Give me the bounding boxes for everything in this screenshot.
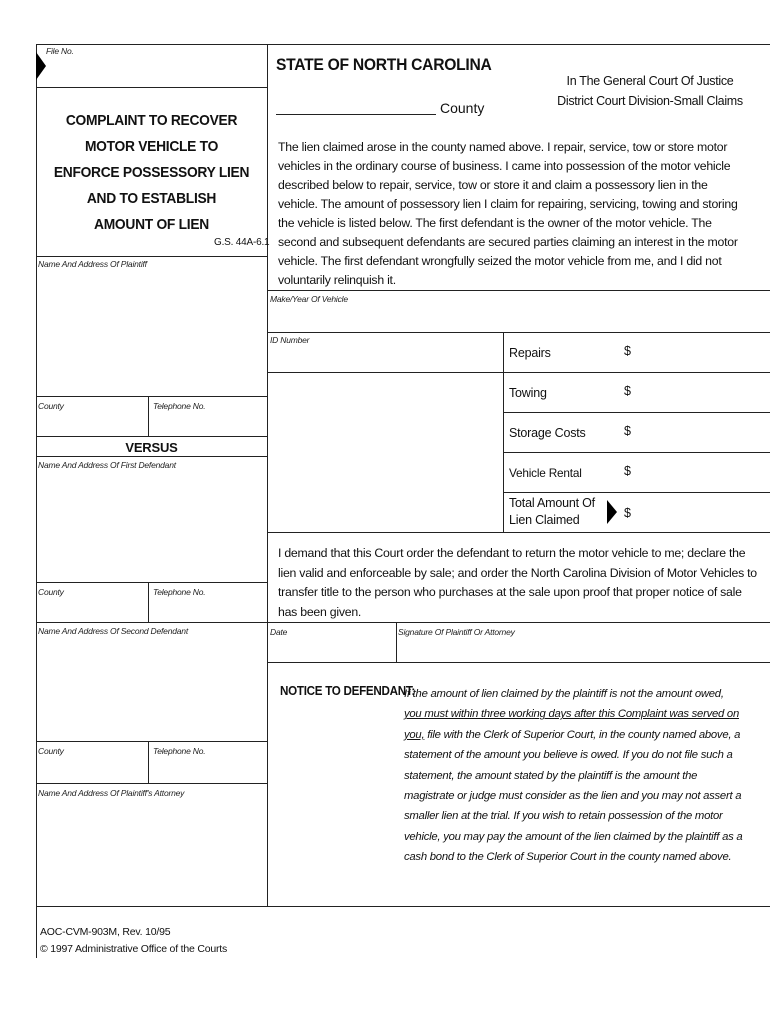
storage-label: Storage Costs <box>509 426 586 440</box>
state-title: STATE OF NORTH CAROLINA <box>276 55 492 74</box>
notice-text <box>404 684 744 868</box>
title-line-2: MOTOR VEHICLE TO <box>84 138 219 155</box>
title-line-5: AMOUNT OF LIEN <box>94 216 209 233</box>
notice-heading: NOTICE TO DEFENDANT: <box>280 684 416 698</box>
form-title <box>36 108 267 238</box>
total-dollar: $ <box>624 506 631 520</box>
file-no-field[interactable] <box>50 58 260 84</box>
second-defendant-telephone-label: Telephone No. <box>153 746 206 756</box>
notice-text-a: If the amount of lien claimed by the plaintiff is not the amount owed, <box>404 688 724 700</box>
signature-field[interactable] <box>400 638 770 658</box>
title-line-1: COMPLAINT TO RECOVER <box>65 112 238 129</box>
attorney-field[interactable] <box>40 802 262 902</box>
court-line-2: District Court Division-Small Claims <box>557 94 743 108</box>
total-label-line-2: Lien Claimed <box>509 513 580 527</box>
date-field[interactable] <box>272 638 392 658</box>
date-label: Date <box>270 627 288 637</box>
repairs-dollar: $ <box>624 344 631 358</box>
total-amount-input[interactable] <box>636 498 770 528</box>
storage-dollar: $ <box>624 424 631 438</box>
plaintiff-field[interactable] <box>40 272 262 392</box>
storage-amount-input[interactable] <box>636 418 770 448</box>
total-label-line-1: Total Amount Of <box>509 496 595 510</box>
id-number-label: ID Number <box>270 335 310 345</box>
versus-heading: VERSUS <box>125 440 178 455</box>
first-defendant-label: Name And Address Of First Defendant <box>38 460 176 470</box>
demand-text: I demand that this Court order the defendant to return the motor vehicle to me; declare the lien valid and enforceable by sale; and order the North Carolina Division of Motor Vehicles to transfer title to the person who purchases at the sale upon proof that proper notice of sale has been given. <box>278 546 757 619</box>
county-input[interactable] <box>276 96 436 115</box>
first-defendant-field[interactable] <box>40 474 262 578</box>
notice-text-b: file with the Clerk of Superior Court, in the county named above, a statement of the amount you believe is owed. If you do not file such a statement, the amount stated by the plaintiff is the amount the magistrate or judge must consider as the lien and you may not assert a smaller lien at the trial. If you wish to retain possession of the motor vehicle, you may pay the amount of the lien claimed by the plaintiff as a cash bond to the Clerk of Superior Court in the county named above. <box>404 728 743 864</box>
county-label: County <box>440 100 485 116</box>
total-label <box>509 495 595 529</box>
first-defendant-county-label: County <box>38 587 64 597</box>
signature-label: Signature Of Plaintiff Or Attorney <box>398 627 515 637</box>
first-defendant-telephone-label: Telephone No. <box>153 587 206 597</box>
total-arrow-icon <box>607 500 617 524</box>
repairs-amount-input[interactable] <box>636 338 770 368</box>
title-line-4: AND TO ESTABLISH <box>86 190 217 207</box>
second-defendant-county-label: County <box>38 746 64 756</box>
id-number-field[interactable] <box>272 348 498 368</box>
form-number: AOC-CVM-903M, Rev. 10/95 <box>40 926 171 938</box>
attorney-label: Name And Address Of Plaintiff's Attorney <box>38 788 185 798</box>
plaintiff-telephone-label: Telephone No. <box>153 401 206 411</box>
file-no-label: File No. <box>46 46 74 56</box>
complaint-text: The lien claimed arose in the county named above. I repair, service, tow or store motor vehicles in the ordinary course of business. I came into possession of the motor vehicle described below to repair, service, tow or store it and claim a possessory lien in the vehicle. The amount of possessory lien I claim for repairing, servicing, towing and storing the vehicle is listed below. The first defendant is the owner of the motor vehicle. The second and subsequent defendants are secured parties claiming an interest in the motor vehicle. The first defendant wrongfully seized the motor vehicle from me, and I did not voluntarily relinquish it. <box>278 140 738 287</box>
copyright: © 1997 Administrative Office of the Courts <box>40 943 228 955</box>
towing-amount-input[interactable] <box>636 378 770 408</box>
notice-text-underlined: you must within three working days after this Complaint was served on you, <box>404 708 739 741</box>
repairs-label: Repairs <box>509 346 551 360</box>
rental-label: Vehicle Rental <box>509 466 582 480</box>
file-no-arrow-icon <box>36 52 46 80</box>
towing-dollar: $ <box>624 384 631 398</box>
make-year-label: Make/Year Of Vehicle <box>270 294 348 304</box>
second-defendant-label: Name And Address Of Second Defendant <box>38 626 188 636</box>
court-line-1: In The General Court Of Justice <box>566 74 734 88</box>
statute-reference: G.S. 44A-6.1 <box>214 237 270 248</box>
plaintiff-county-label: County <box>38 401 64 411</box>
towing-label: Towing <box>509 386 547 400</box>
rental-amount-input[interactable] <box>636 458 770 488</box>
plaintiff-label: Name And Address Of Plaintiff <box>38 259 147 269</box>
second-defendant-field[interactable] <box>40 640 262 736</box>
rental-dollar: $ <box>624 464 631 478</box>
title-line-3: ENFORCE POSSESSORY LIEN <box>53 164 250 181</box>
make-year-field[interactable] <box>272 306 770 328</box>
